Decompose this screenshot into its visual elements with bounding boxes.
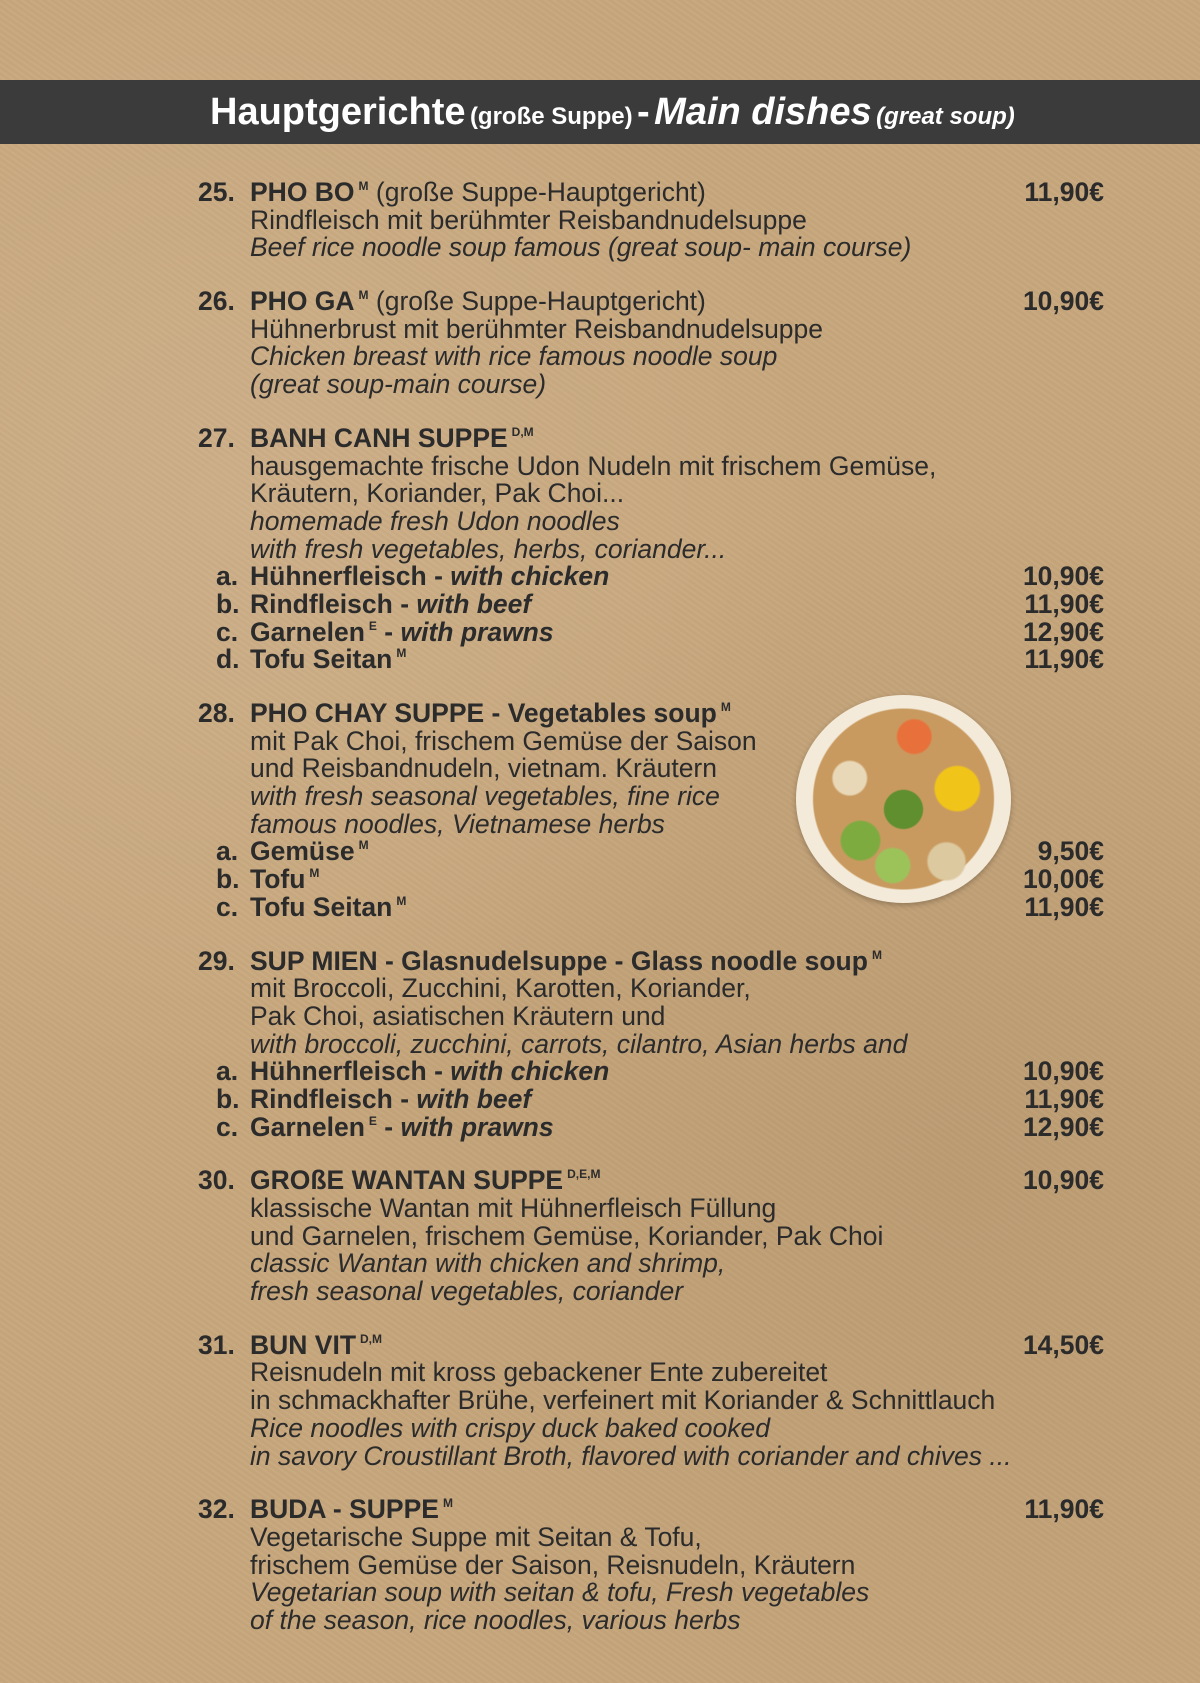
description-de-row — [198, 313, 1098, 344]
item-title-row — [198, 422, 1098, 453]
item-number: 28. — [198, 698, 235, 728]
item-name: BUN VIT — [250, 1329, 356, 1360]
option-price: 12,90€ — [1022, 1111, 1104, 1142]
title-de-sub: (große Suppe) — [469, 103, 633, 130]
item-number: 26. — [198, 286, 235, 317]
description-en: famous noodles, Vietnamese herbs — [250, 808, 665, 839]
description-en: with broccoli, zucchini, carrots, cilantro, Asian herbs and — [250, 1028, 908, 1059]
option-label — [250, 646, 406, 674]
allergen-marker: M — [358, 179, 369, 193]
option-name-de: Hühnerfleisch — [250, 1056, 427, 1087]
item-title-row — [198, 286, 1104, 317]
item-title-row — [198, 945, 1098, 976]
description-de: in schmackhafter Brühe, verfeinert mit Koriander & Schnittlauch — [250, 1385, 996, 1416]
description-en: (great soup-main course) — [250, 369, 547, 400]
allergen-marker: D,E,M — [567, 1167, 601, 1182]
item-price: 11,90€ — [1024, 177, 1104, 207]
option-name-en: with beef — [416, 1083, 532, 1114]
allergen-marker: D,M — [360, 1331, 382, 1346]
header-bar — [0, 80, 1200, 144]
title-en: Main dishes — [654, 91, 872, 133]
item-title — [250, 1329, 382, 1360]
description-en: fresh seasonal vegetables, coriander — [250, 1276, 684, 1307]
option-name-en: with prawns — [400, 616, 554, 647]
option-letter: d. — [216, 644, 240, 675]
item-name-suffix: (große Suppe-Hauptgericht) — [375, 177, 706, 207]
menu-item — [198, 945, 1104, 1142]
allergen-marker: M — [309, 866, 320, 881]
description-de: Rindfleisch mit berühmter Reisbandnudelsuppe — [250, 204, 807, 235]
menu-item — [198, 1165, 1104, 1307]
description-en-row — [198, 505, 1098, 536]
option-name-de: Tofu Seitan — [250, 644, 393, 675]
option-name-de: Rindfleisch — [250, 1083, 393, 1114]
option-name-en: with chicken — [450, 561, 610, 592]
item-name: GROßE WANTAN SUPPE — [250, 1165, 564, 1196]
description-en: Chicken breast with rice famous noodle soup — [250, 341, 778, 372]
allergen-marker: E — [368, 618, 377, 633]
item-title — [250, 1496, 453, 1524]
item-number: 31. — [198, 1329, 235, 1360]
description-en: with fresh seasonal vegetables, fine rice — [250, 781, 720, 812]
item-title — [250, 288, 706, 316]
description-en-row — [198, 1579, 1098, 1607]
option-letter: c. — [216, 616, 239, 647]
option-row — [198, 1056, 1104, 1087]
description-en-row — [198, 1604, 1098, 1635]
option-price: 10,90€ — [1022, 1056, 1104, 1087]
description-de-row — [198, 1387, 1098, 1415]
title-de: Hauptgerichte — [210, 91, 466, 133]
description-de-row — [198, 1359, 1098, 1387]
description-de-row — [198, 204, 1098, 235]
item-name: SUP MIEN - Glasnudelsuppe - Glass noodle soup — [250, 945, 868, 976]
option-label: Garnelen $^E$ - with prawns — [250, 616, 554, 647]
item-name-suffix: (große Suppe-Hauptgericht) — [375, 286, 706, 317]
allergen-marker: D,M — [511, 424, 534, 439]
menu-item — [198, 422, 1104, 675]
menu-item — [198, 1329, 1104, 1471]
option-letter: b. — [216, 588, 240, 619]
item-title — [250, 422, 534, 453]
allergen-marker: M — [358, 838, 369, 853]
description-de: klassische Wantan mit Hühnerfleisch Füllung — [250, 1193, 777, 1223]
description-de: und Garnelen, frischem Gemüse, Koriander, Pak Choi — [250, 1220, 884, 1251]
description-en-row — [198, 1278, 1098, 1306]
option-row — [198, 1083, 1104, 1114]
menu-item — [198, 177, 1104, 263]
item-price: 10,90€ — [1022, 1165, 1104, 1196]
option-letter: c. — [216, 891, 239, 922]
description-de: Reisnudeln mit kross gebackener Ente zubereitet — [250, 1357, 828, 1388]
allergen-marker: M — [396, 893, 407, 908]
description-de: Vegetarische Suppe mit Seitan & Tofu, — [250, 1521, 702, 1552]
description-en-row — [198, 533, 1098, 564]
item-name: PHO BO — [250, 177, 355, 207]
item-title-row — [198, 1329, 1104, 1360]
option-row — [198, 891, 1104, 922]
description-de: frischem Gemüse der Saison, Reisnudeln, Kräutern — [250, 1549, 856, 1580]
description-en-row — [198, 1028, 1098, 1059]
option-letter: c. — [216, 1111, 239, 1142]
item-name: PHO CHAY SUPPE - Vegetables soup — [250, 698, 717, 728]
option-label — [250, 838, 369, 866]
item-title-row — [198, 177, 1104, 207]
option-label — [250, 891, 407, 922]
description-en-row — [198, 234, 1098, 262]
option-name-de: Hühnerfleisch — [250, 561, 427, 592]
description-en: of the season, rice noodles, various herbs — [250, 1604, 741, 1635]
description-en: Beef rice noodle soup famous (great soup- main course) — [250, 232, 912, 263]
option-row — [198, 616, 1104, 647]
option-name-de: Rindfleisch — [250, 588, 393, 619]
description-de-row — [198, 480, 1098, 508]
option-name-de: Garnelen — [250, 1111, 365, 1142]
item-title — [250, 700, 731, 728]
option-name-en: with beef — [416, 588, 532, 619]
description-en: Rice noodles with crispy duck baked cooked — [250, 1412, 770, 1443]
item-number: 32. — [198, 1494, 235, 1525]
item-price: 10,90€ — [1022, 286, 1104, 317]
item-name: BUDA - SUPPE — [250, 1494, 439, 1525]
option-row — [198, 561, 1104, 592]
option-label: Garnelen $^E$ - with prawns — [250, 1111, 554, 1142]
option-letter: a. — [216, 836, 239, 867]
item-title-row — [198, 1165, 1104, 1196]
description-de-row — [198, 1549, 1098, 1580]
description-de: Kräutern, Koriander, Pak Choi... — [250, 478, 625, 509]
option-price: 12,90€ — [1022, 616, 1104, 647]
option-price: 11,90€ — [1024, 588, 1104, 619]
menu-list — [198, 177, 1104, 1661]
option-name-de: Garnelen — [250, 616, 365, 647]
option-label: Rindfleisch - with beef — [250, 1083, 532, 1114]
option-label: Hühnerfleisch - with chicken — [250, 1056, 610, 1087]
option-price: 11,90€ — [1024, 891, 1104, 922]
allergen-marker: M — [871, 947, 882, 962]
item-number: 29. — [198, 945, 235, 976]
allergen-marker: E — [368, 1113, 377, 1128]
description-en: in savory Croustillant Broth, flavored with coriander and chives ... — [250, 1440, 1012, 1471]
item-title-row — [198, 1494, 1104, 1525]
allergen-marker: M — [396, 646, 407, 661]
option-letter: a. — [216, 561, 239, 592]
option-price: 11,90€ — [1024, 644, 1104, 675]
menu-item — [198, 1494, 1104, 1635]
description-en-row — [198, 1412, 1098, 1443]
option-label: Hühnerfleisch - with chicken — [250, 561, 610, 592]
item-name: BANH CANH SUPPE — [250, 422, 508, 453]
item-number: 30. — [198, 1165, 235, 1196]
option-name-de: Tofu — [250, 864, 306, 895]
option-label: Rindfleisch - with beef — [250, 588, 532, 619]
option-name-de: Tofu Seitan — [250, 891, 393, 922]
page-title — [210, 80, 1015, 144]
menu-item — [198, 286, 1104, 400]
title-en-sub: (great soup) — [876, 103, 1015, 130]
description-de: mit Pak Choi, frischem Gemüse der Saison — [250, 725, 757, 756]
item-number: 27. — [198, 422, 235, 453]
item-price: 11,90€ — [1024, 1494, 1104, 1525]
option-row — [198, 644, 1104, 675]
option-name-en: with chicken — [450, 1056, 610, 1087]
description-de-row — [198, 1521, 1098, 1552]
item-title — [250, 1167, 600, 1195]
description-de-row — [198, 1195, 1098, 1223]
description-de: und Reisbandnudeln, vietnam. Kräutern — [250, 753, 717, 784]
option-price: 10,90€ — [1022, 561, 1104, 592]
item-name: PHO GA — [250, 286, 355, 317]
description-de-row — [198, 975, 1098, 1003]
description-de: Pak Choi, asiatischen Kräutern und — [250, 1000, 666, 1031]
option-price: 9,50€ — [1037, 836, 1104, 867]
option-name-de: Gemüse — [250, 836, 355, 867]
vegetable-soup-photo — [796, 695, 1011, 903]
item-title — [250, 179, 706, 207]
description-en-row — [198, 1250, 1098, 1278]
allergen-marker: M — [720, 700, 731, 714]
item-number: 25. — [198, 177, 235, 207]
description-en: classic Wantan with chicken and shrimp, — [250, 1248, 726, 1279]
title-separator: - — [637, 91, 650, 133]
allergen-marker: M — [358, 288, 369, 303]
option-name-en: with prawns — [400, 1111, 554, 1142]
allergen-marker: M — [442, 1496, 453, 1511]
option-letter: b. — [216, 1083, 240, 1114]
option-price: 10,00€ — [1022, 864, 1104, 895]
option-row — [198, 1111, 1104, 1142]
option-letter: a. — [216, 1056, 239, 1087]
description-de: Hühnerbrust mit berühmter Reisbandnudelsuppe — [250, 313, 824, 344]
description-de: mit Broccoli, Zucchini, Karotten, Koriander, — [250, 973, 751, 1004]
description-en-row — [198, 343, 1098, 371]
option-row — [198, 588, 1104, 619]
item-title — [250, 945, 882, 976]
description-en-row — [198, 371, 1098, 399]
description-en: homemade fresh Udon noodles — [250, 505, 620, 536]
description-de-row — [198, 450, 1098, 481]
description-en: Vegetarian soup with seitan & tofu, Fresh vegetables — [250, 1577, 870, 1608]
description-de: hausgemachte frische Udon Nudeln mit frischem Gemüse, — [250, 450, 937, 481]
option-letter: b. — [216, 864, 240, 895]
item-price: 14,50€ — [1022, 1329, 1104, 1360]
description-de-row — [198, 1000, 1098, 1031]
option-label — [250, 866, 319, 894]
option-price: 11,90€ — [1024, 1083, 1104, 1114]
description-de-row — [198, 1220, 1098, 1251]
description-en-row — [198, 1440, 1098, 1471]
description-en: with fresh vegetables, herbs, coriander... — [250, 533, 727, 564]
